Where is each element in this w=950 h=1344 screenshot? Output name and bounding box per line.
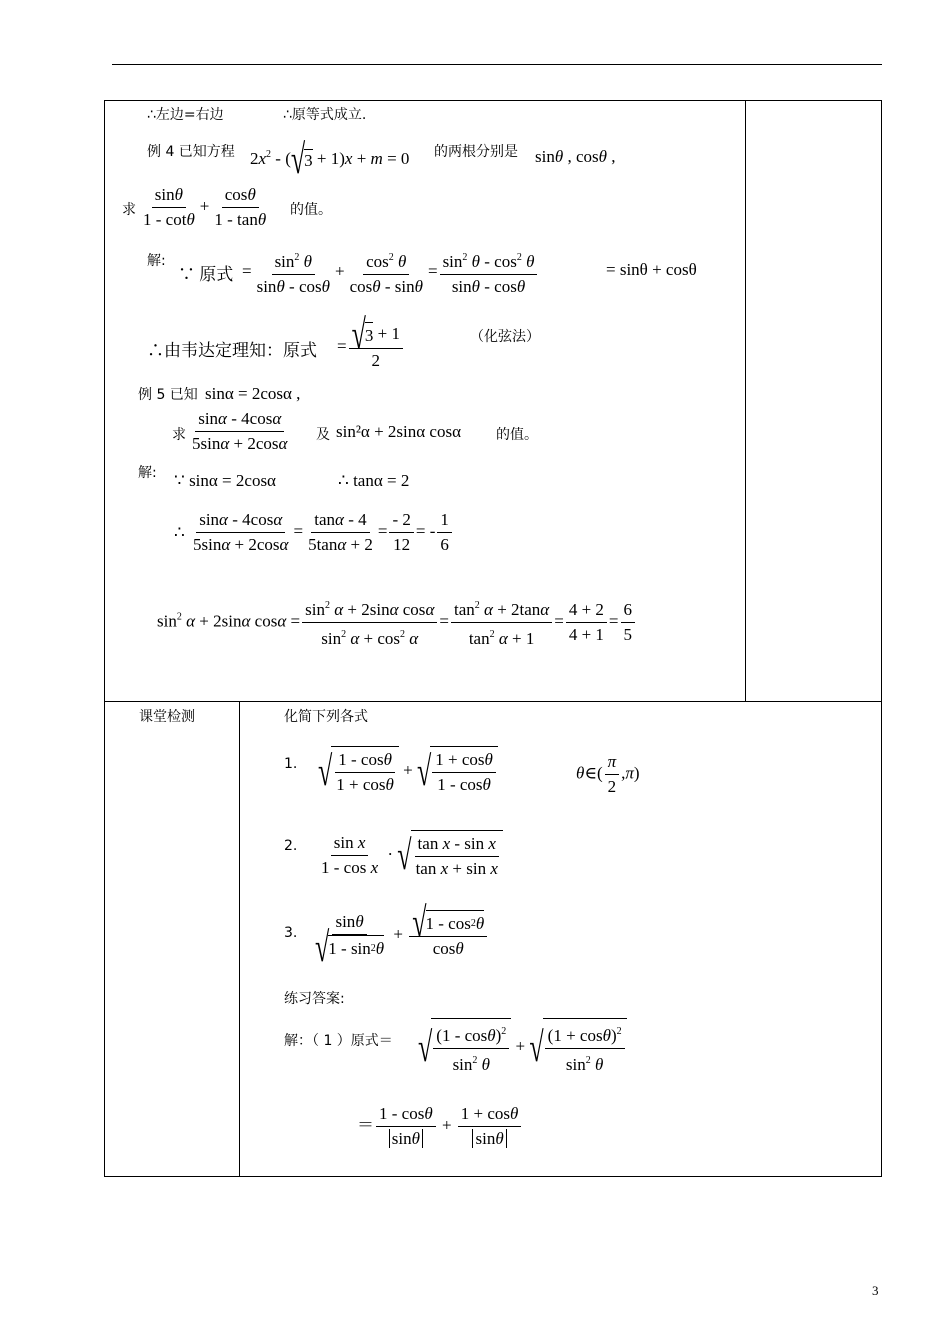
item2-num: 2. [284, 838, 298, 854]
table-border-bottom [104, 1176, 882, 1177]
example5-ask-frac: $\frac{\sin\alpha - 4\cos\alpha}{5\sin\alpha + 2\cos\alpha}$ [192, 409, 288, 453]
table-divider-label [239, 701, 240, 1176]
answers-label: 练习答案: [284, 991, 345, 1007]
example4-vieta-value: = √ 3 + 1 2 [337, 322, 405, 373]
example4-solution-label: 解: [147, 253, 166, 269]
example4-intro: 例 4 已知方程 [147, 144, 235, 160]
example4-ask-expr: $\frac{\sin\theta}{1 - \cot\theta}$ + $\frac{\cos\theta}{1 - \tan\theta}$ [143, 185, 267, 229]
item3-num: 3. [284, 925, 298, 941]
example4-roots: sinθ , cosθ , [535, 147, 616, 166]
item2-expr: $\frac{\text{sin x}}{\text{1 - cos x}}$ · √ $\frac{\text{tan x - sin x}}{\text{tan x + sin x}}$ [316, 830, 503, 881]
classroom-check-label: 课堂检测 [139, 709, 195, 725]
example5-calc2: $\sin^2 \alpha + 2\sin\alpha$ cosα = $\frac{\sin^2 \alpha + 2\sin\alpha \cos\alpha}{\sin^2 \alpha + \cos^2 \alpha}$ = $\frac{\tan^2 \alpha + 2\tan\alpha}{\tan^2 \alpha + 1}$ = $\frac{4 + 2}{4 + 1}$ = $\frac{6}{5}$ [157, 594, 637, 651]
example5-therefore-tan: ∴ tanα = 2 [338, 471, 410, 490]
item1-expr: √ $\frac{1 - \cos\theta}{1 + \cos\theta}$ + √ $\frac{1 + \cos\theta}{1 - \cos\theta}$ [318, 746, 498, 797]
table-border-top [104, 100, 882, 101]
example4-solution-because: ∵ 原式 [178, 265, 234, 284]
example5-given: sinα = 2cosα , [205, 384, 301, 403]
header-rule [112, 64, 882, 65]
example5-calc1: $\frac{\sin\alpha - 4\cos\alpha}{5\sin\alpha + 2\cos\alpha}$ = $\frac{\tan\alpha - 4}{5\tan\alpha + 2}$ = $\frac{- 2}{12}$ = - $\frac{1}{6}$ [188, 508, 454, 557]
example5-because: ∵ sinα = 2cosα [174, 471, 276, 490]
classroom-check-instruction: 化简下列各式 [284, 709, 368, 725]
table-border-right [881, 100, 882, 1177]
example4-ask: 求 [122, 202, 136, 218]
example4-method-note: （化弦法） [470, 329, 540, 345]
answer1-expr: √ $\frac{(1 - \cos\theta)^2}{\sin^2 \theta}$ + √ $\frac{(1 + \cos\theta)^2}{\sin^2 \theta}$ [418, 1018, 627, 1077]
example5-intro: 例 5 已知 [138, 387, 198, 403]
example5-ask-tail: 的值。 [496, 427, 538, 443]
item1-num: 1. [284, 756, 298, 772]
example4-ask-tail: 的值。 [290, 202, 332, 218]
example4-solution-result: = sinθ + cosθ [606, 260, 697, 279]
table-divider-notes [745, 100, 746, 701]
example4-solution-expr: = $\frac{\sin^2 \theta}{\sin\theta - \cos\theta}$ + $\frac{\cos^2 \theta}{\cos\theta - \sin\theta}$ = $\frac{\sin^2 \theta - \cos^2 \theta}{\sin\theta - \cos\theta}$ [242, 246, 539, 299]
answer1-step2: ＝ $\frac{1 - \cos\theta}{\sin\theta}$ + $\frac{1 + \cos\theta}{\sin\theta}$ [357, 1102, 523, 1151]
item1-condition: θ∈( $\frac{\pi}{2}$ ,π) [576, 752, 640, 796]
example4-equation: $2x^2$ - ( √ 3 + 1)x + m = 0 [250, 136, 410, 183]
example5-ask: 求 [172, 427, 186, 443]
example5-therefore: ∴ [174, 523, 185, 542]
example4-vieta: ∴由韦达定理知：原式 [147, 341, 317, 360]
example5-solution-label: 解: [138, 465, 157, 481]
table-divider-row [104, 701, 882, 702]
conclusion-lhs-rhs: ∴左边=右边 [147, 107, 224, 123]
conclusion-holds: ∴原等式成立. [283, 107, 367, 123]
example5-and: 及 [316, 427, 330, 443]
example5-ask-expr: sin²α + 2sinα cosα [336, 422, 461, 441]
example4-roots-text: 的两根分别是 [434, 144, 518, 160]
item3-expr: sinθ √ 1 - sin 2 θ + √ 1 - cos 2 θ cosθ [310, 910, 489, 961]
answer1-prefix: 解：（ 1 ）原式＝ [284, 1033, 393, 1049]
table-border-left [104, 100, 105, 1177]
page-number: 3 [872, 1283, 879, 1298]
